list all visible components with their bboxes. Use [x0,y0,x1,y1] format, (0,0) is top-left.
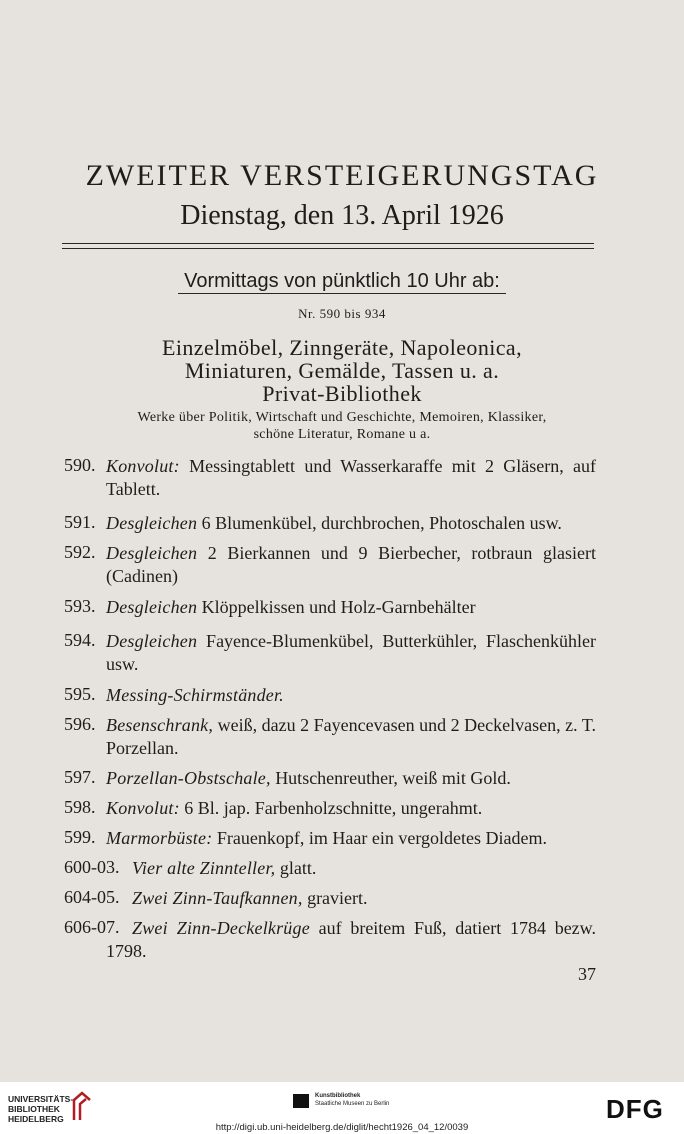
library-name: UNIVERSITÄTS- BIBLIOTHEK HEIDELBERG [8,1094,74,1124]
list-item: 600-03. Vier alte Zinnteller, glatt. [64,857,317,878]
source-url[interactable]: http://digi.ub.uni-heidelberg.de/diglit/hecht1926_04_12/0039 [215,1122,469,1133]
double-rule-bottom [62,248,594,249]
kunstbibliothek-mark-icon [293,1094,309,1108]
dfg-logo: DFG [606,1094,664,1124]
session-time: Vormittags von pünktlich 10 Uhr ab: [0,268,684,294]
library-description: Werke über Politik, Wirtschaft und Geschichte, Memoiren, Klassiker, schöne Literatur, Romane u a. [137,410,547,442]
category-line: Miniaturen, Gemälde, Tassen u. a. [184,358,500,383]
kunstbibliothek-logo: Kunstbibliothek Staatliche Museen zu Berlin [293,1092,389,1108]
library-logo-icon [70,1090,94,1124]
list-item: 604-05. Zwei Zinn-Taufkannen, graviert. [64,887,368,908]
category-line: Einzelmöbel, Zinngeräte, Napoleonica, [162,335,522,360]
double-rule-top [62,243,594,244]
list-item: 599. Marmorbüste: Frauenkopf, im Haar ein vergoldetes Diadem. [64,827,547,848]
list-item: 598. Konvolut: 6 Bl. jap. Farbenholzschnitte, ungerahmt. [64,797,483,818]
list-item: 595. Messing-Schirmständer. [64,684,284,705]
category-list [0,336,684,405]
category-line: Privat-Bibliothek [262,381,422,406]
list-item: 606-07. Zwei Zinn-Deckelkrüge auf breitem Fuß, datiert 1784 bezw. 1798. [64,917,596,961]
page-title: ZWEITER VERSTEIGERUNGSTAG [85,159,599,192]
list-item: 593. Desgleichen Klöppelkissen und Holz-Garnbehälter [64,596,476,617]
list-item: 591. Desgleichen 6 Blumenkübel, durchbrochen, Photoschalen usw. [64,512,562,533]
list-item: 597. Porzellan-Obstschale, Hutschenreuther, weiß mit Gold. [64,767,511,788]
list-item: 592. Desgleichen 2 Bierkannen und 9 Bierbecher, rotbraun glasiert (Cadinen) [64,542,596,586]
list-item: 596. Besenschrank, weiß, dazu 2 Fayencevasen und 2 Deckelvasen, z. T. Porzellan. [64,714,596,758]
lot-range: Nr. 590 bis 934 [298,306,386,321]
digitization-footer [0,1082,684,1134]
list-item: 590. Konvolut: Messingtablett und Wasserkaraffe mit 2 Gläsern, auf Tablett. [64,455,596,499]
page-subtitle: Dienstag, den 13. April 1926 [180,200,504,231]
page-number: 37 [578,964,596,984]
lot-list [64,455,596,963]
list-item: 594. Desgleichen Fayence-Blumenkübel, Butterkühler, Flaschenkühler usw. [64,630,596,674]
